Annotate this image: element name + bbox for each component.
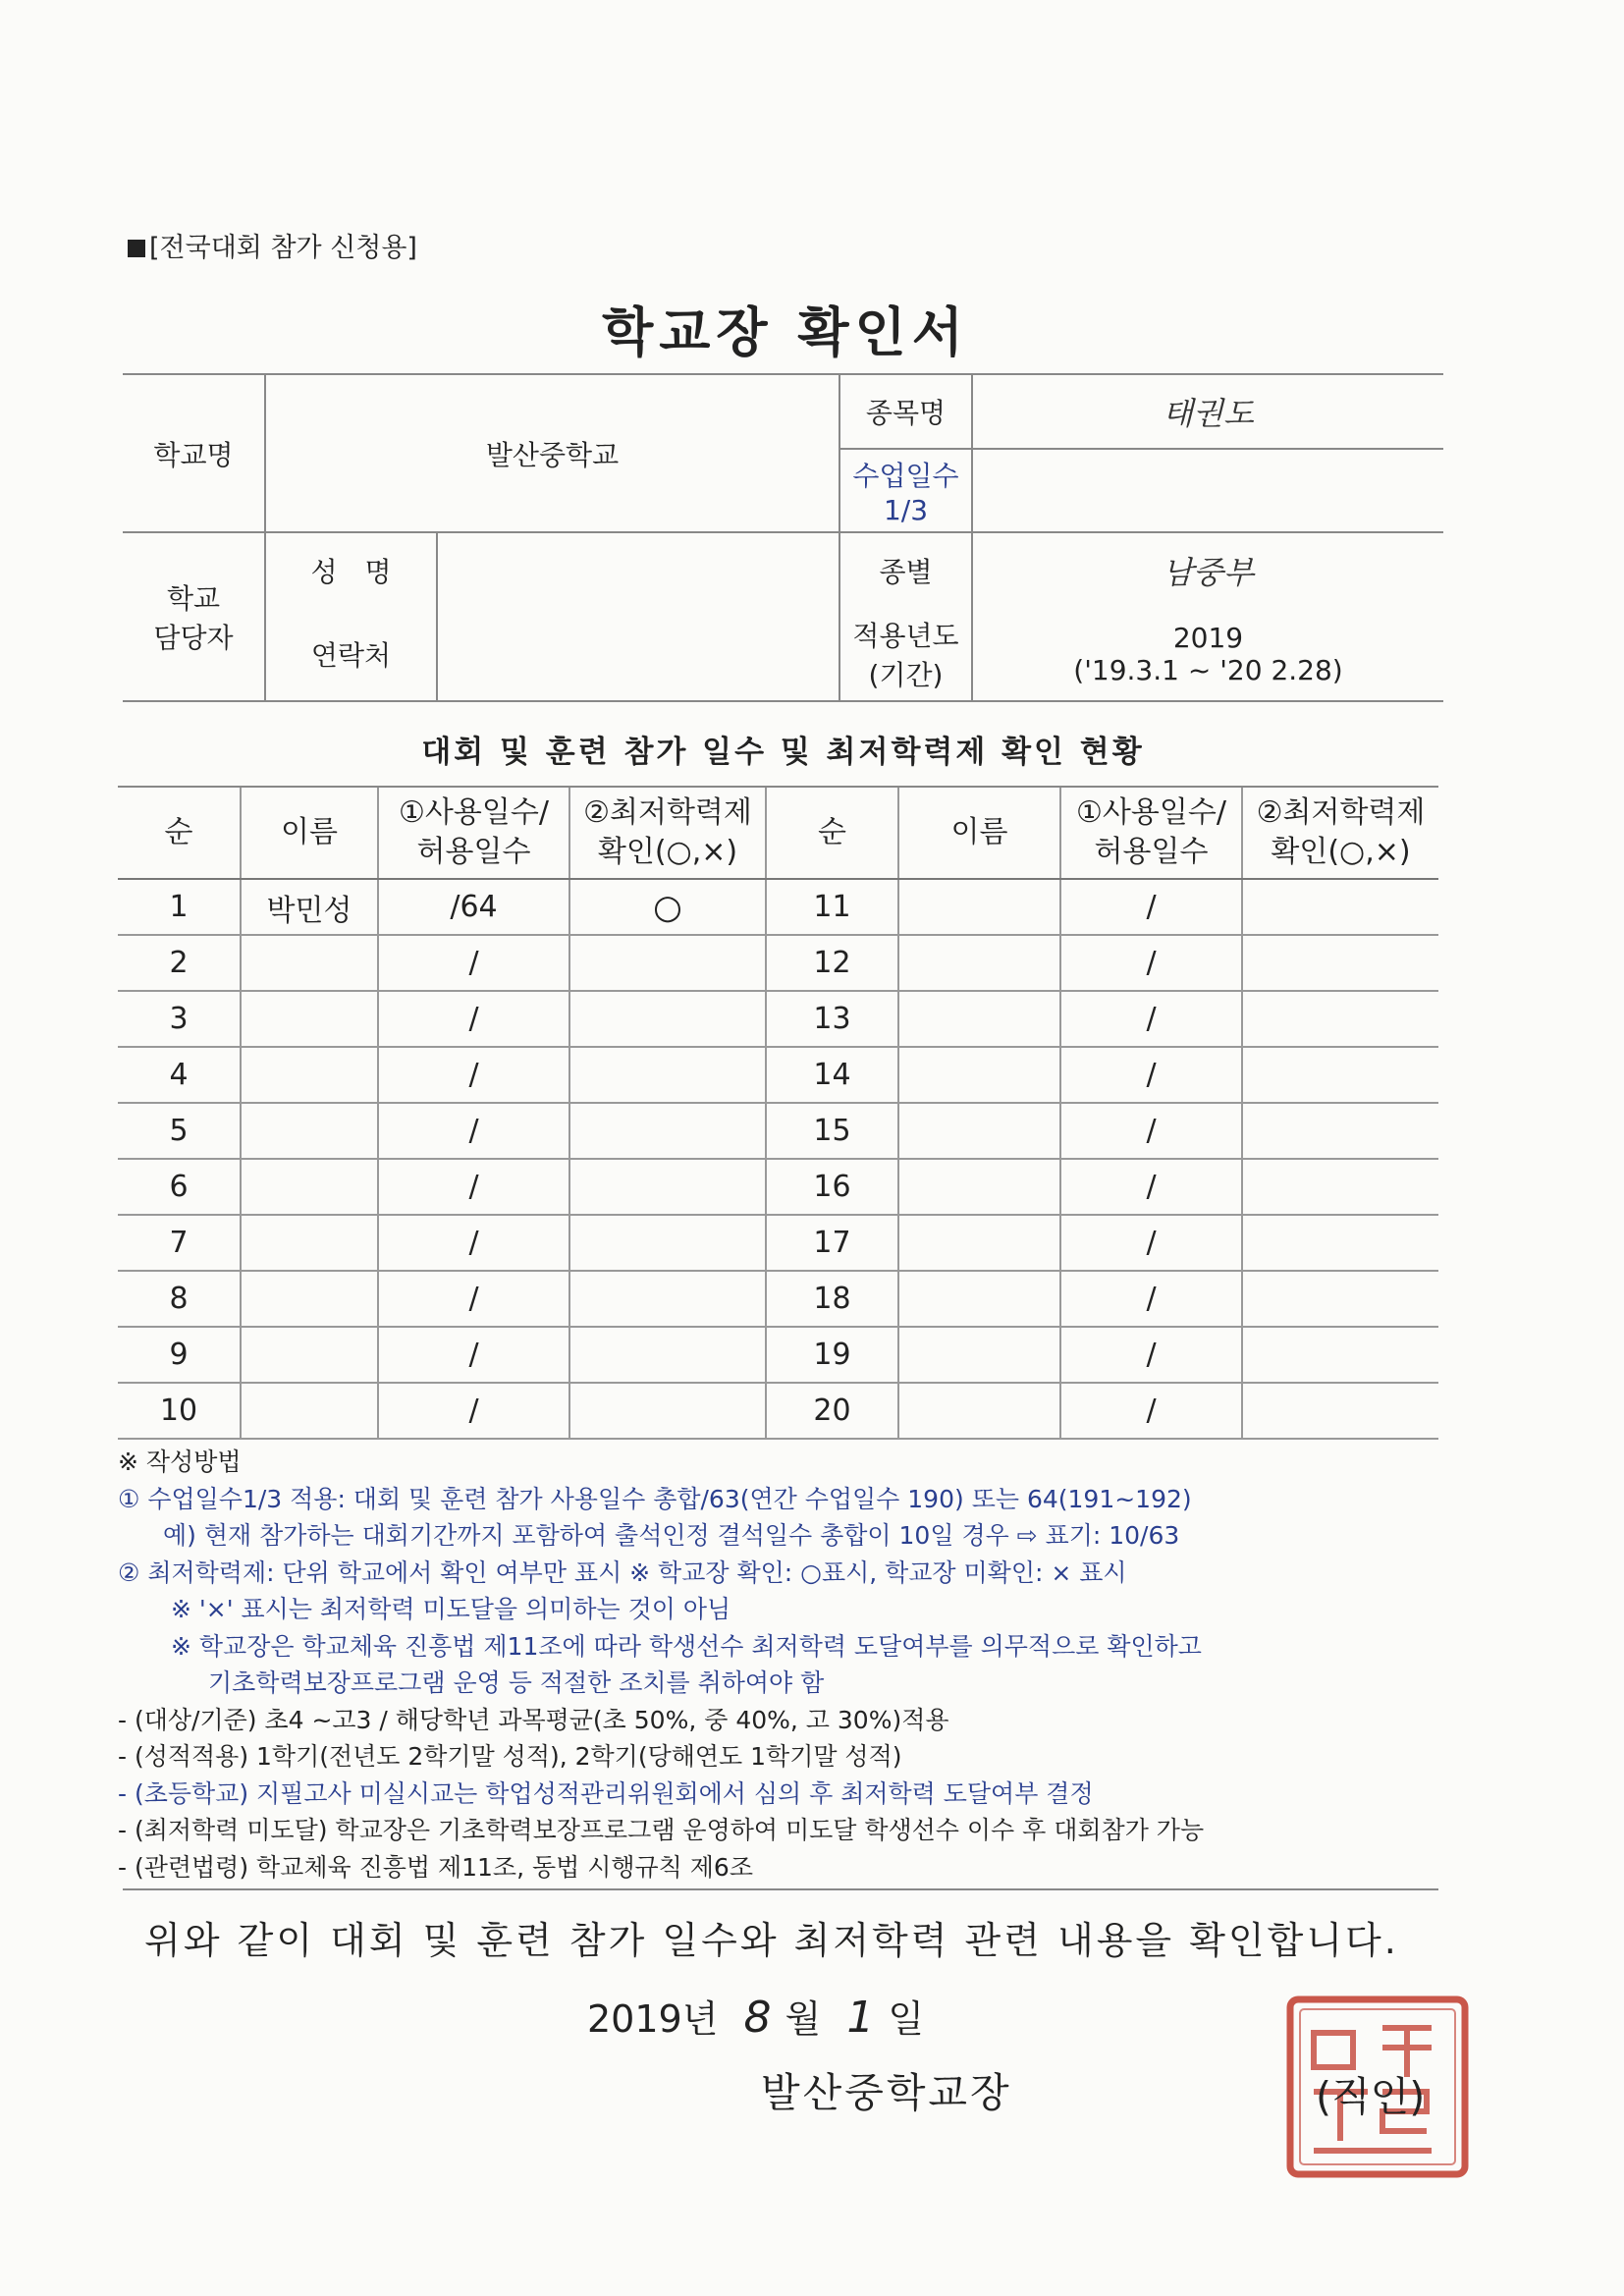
table-row [118,1159,1438,1215]
row-name [241,1271,378,1327]
header-name: 이름 [241,787,378,879]
instruction-line: - (성적적용) 1학기(전년도 2학기말 성적), 2학기(당해연도 1학기말 성적) [118,1742,902,1771]
row-check [569,1271,766,1327]
row-name [241,935,378,991]
row-no: 7 [118,1215,241,1271]
table-header-row [118,787,1438,879]
row-days: / [378,1327,569,1383]
row-no: 13 [766,991,898,1047]
row-days: / [378,1047,569,1103]
row-check [1242,1215,1438,1271]
school-info-table [123,373,1443,702]
row-name [898,879,1060,935]
row-name [898,935,1060,991]
row-check [1242,1159,1438,1215]
table-row [118,1383,1438,1439]
row-days: / [378,1271,569,1327]
row-check: ○ [569,879,766,935]
header-days: ①사용일수/ 허용일수 [1060,787,1242,879]
header-no: 순 [766,787,898,879]
row-check [569,991,766,1047]
date-month-unit: 월 [785,1997,822,2041]
row-no: 10 [118,1383,241,1439]
table-row [118,991,1438,1047]
row-name [898,991,1060,1047]
form-type-text: [전국대회 참가 신청용] [149,233,417,263]
row-no: 15 [766,1103,898,1159]
form-type-tag [128,226,417,264]
row-no: 16 [766,1159,898,1215]
row-no: 12 [766,935,898,991]
row-check [1242,1327,1438,1383]
principal-title: 발산중학교장 [761,2069,1012,2116]
instruction-line: - (관련법령) 학교체육 진흥법 제11조, 동법 시행규칙 제6조 [118,1852,753,1882]
row-no: 4 [118,1047,241,1103]
row-no: 19 [766,1327,898,1383]
row-name: 박민성 [241,879,378,935]
division-value: 남중부 [972,532,1443,607]
school-name-value: 발산중학교 [265,374,839,532]
row-check [569,1047,766,1103]
table-row [118,1047,1438,1103]
staff-contact-value [437,607,839,701]
seal-label: (직인) [1316,2073,1426,2120]
staff-name-value [437,532,839,607]
header-name: 이름 [898,787,1060,879]
row-days: / [1060,1383,1242,1439]
row-name [241,1047,378,1103]
event-label: 종목명 [839,374,972,449]
year-value: 2019 ('19.3.1 ~ '20 2.28) [972,607,1443,701]
row-check [1242,1103,1438,1159]
table-row [118,1103,1438,1159]
instruction-line: 기초학력보장프로그램 운영 등 적절한 조치를 취하여야 함 [208,1668,825,1697]
row-no: 1 [118,879,241,935]
row-name [241,1159,378,1215]
instruction-line: ① 수업일수1/3 적용: 대회 및 훈련 참가 사용일수 총합/63(연간 수업일수 190) 또는 64(191~192) [118,1484,1192,1513]
row-days: / [1060,935,1242,991]
row-check [569,1215,766,1271]
instruction-line: ※ 작성방법 [118,1448,242,1476]
document-title: 학교장 확인서 [602,301,969,363]
row-check [1242,879,1438,935]
row-name [241,991,378,1047]
row-days: / [1060,879,1242,935]
divider [123,1888,1438,1890]
row-days: / [378,991,569,1047]
row-no: 2 [118,935,241,991]
participation-table [118,786,1438,1440]
row-days: / [378,1215,569,1271]
header-check: ②최저학력제 확인(○,×) [569,787,766,879]
instruction-line: ※ 학교장은 학교체육 진흥법 제11조에 따라 학생선수 최저학력 도달여부를 의무적으로 확인하고 [171,1631,1202,1661]
row-days: / [1060,991,1242,1047]
date-day-unit: 일 [888,1997,925,2041]
instruction-line: - (대상/기준) 초4 ~고3 / 해당학년 과목평균(초 50%, 중 40%, 고 30%)적용 [118,1705,949,1734]
row-name [898,1159,1060,1215]
row-check [569,1103,766,1159]
year-label: 적용년도 (기간) [839,607,972,701]
table-row [118,1327,1438,1383]
row-name [898,1271,1060,1327]
row-check [1242,935,1438,991]
row-check [569,1327,766,1383]
row-no: 11 [766,879,898,935]
instruction-line: - (최저학력 미도달) 학교장은 기초학력보장프로그램 운영하여 미도달 학생선수 이수 후 대회참가 가능 [118,1816,1205,1844]
row-days: / [1060,1047,1242,1103]
confirmation-statement: 위와 같이 대회 및 훈련 참가 일수와 최저학력 관련 내용을 확인합니다. [144,1919,1399,1962]
instruction-line: ② 최저학력제: 단위 학교에서 확인 여부만 표시 ※ 학교장 확인: ○표시, 학교장 미확인: × 표시 [118,1558,1127,1587]
staff-name-label: 성 명 [265,532,437,607]
row-days: / [1060,1271,1242,1327]
row-no: 20 [766,1383,898,1439]
school-name-label: 학교명 [123,374,265,532]
row-days: / [378,1159,569,1215]
row-name [241,1383,378,1439]
instruction-line: ※ '×' 표시는 최저학력 미도달을 의미하는 것이 아님 [171,1595,731,1623]
row-check [569,1159,766,1215]
row-name [898,1215,1060,1271]
row-days: / [378,1103,569,1159]
row-days: / [1060,1327,1242,1383]
row-no: 3 [118,991,241,1047]
row-name [898,1383,1060,1439]
row-days: / [1060,1215,1242,1271]
table-row [118,879,1438,935]
row-days: / [1060,1159,1242,1215]
row-no: 6 [118,1159,241,1215]
header-no: 순 [118,787,241,879]
table-row [118,935,1438,991]
date-month: 8 [743,1993,772,2043]
row-days: /64 [378,879,569,935]
row-no: 18 [766,1271,898,1327]
instruction-line: 예) 현재 참가하는 대회기간까지 포함하여 출석인정 결석일수 총합이 10일 경우 ⇨ 표기: 10/63 [163,1521,1180,1550]
row-no: 9 [118,1327,241,1383]
class-days-label: 수업일수 1/3 [839,449,972,532]
section-title: 대회 및 훈련 참가 일수 및 최저학력제 확인 현황 [421,735,1145,770]
date-day: 1 [846,1993,875,2043]
row-check [1242,1271,1438,1327]
header-days: ①사용일수/ 허용일수 [378,787,569,879]
row-name [898,1327,1060,1383]
row-check [1242,1383,1438,1439]
row-name [898,1047,1060,1103]
row-name [241,1327,378,1383]
row-no: 14 [766,1047,898,1103]
date-year: 2019년 [587,1997,719,2041]
row-days: / [378,935,569,991]
signature-date [587,1989,924,2043]
row-days: / [1060,1103,1242,1159]
event-value: 태권도 [972,374,1443,449]
table-row [118,1215,1438,1271]
row-no: 5 [118,1103,241,1159]
division-label: 종별 [839,532,972,607]
table-row [118,1271,1438,1327]
staff-label: 학교 담당자 [123,532,265,701]
row-check [1242,991,1438,1047]
header-check: ②최저학력제 확인(○,×) [1242,787,1438,879]
instruction-line: - (초등학교) 지필고사 미실시교는 학업성적관리위원회에서 심의 후 최저학력 도달여부 결정 [118,1778,1094,1808]
row-no: 8 [118,1271,241,1327]
instructions [118,1444,1453,1886]
row-name [898,1103,1060,1159]
staff-contact-label: 연락처 [265,607,437,701]
row-check [569,1383,766,1439]
row-name [241,1215,378,1271]
row-check [569,935,766,991]
class-days-value [972,449,1443,532]
square-bullet-icon [128,240,145,257]
row-name [241,1103,378,1159]
row-no: 17 [766,1215,898,1271]
row-days: / [378,1383,569,1439]
row-check [1242,1047,1438,1103]
